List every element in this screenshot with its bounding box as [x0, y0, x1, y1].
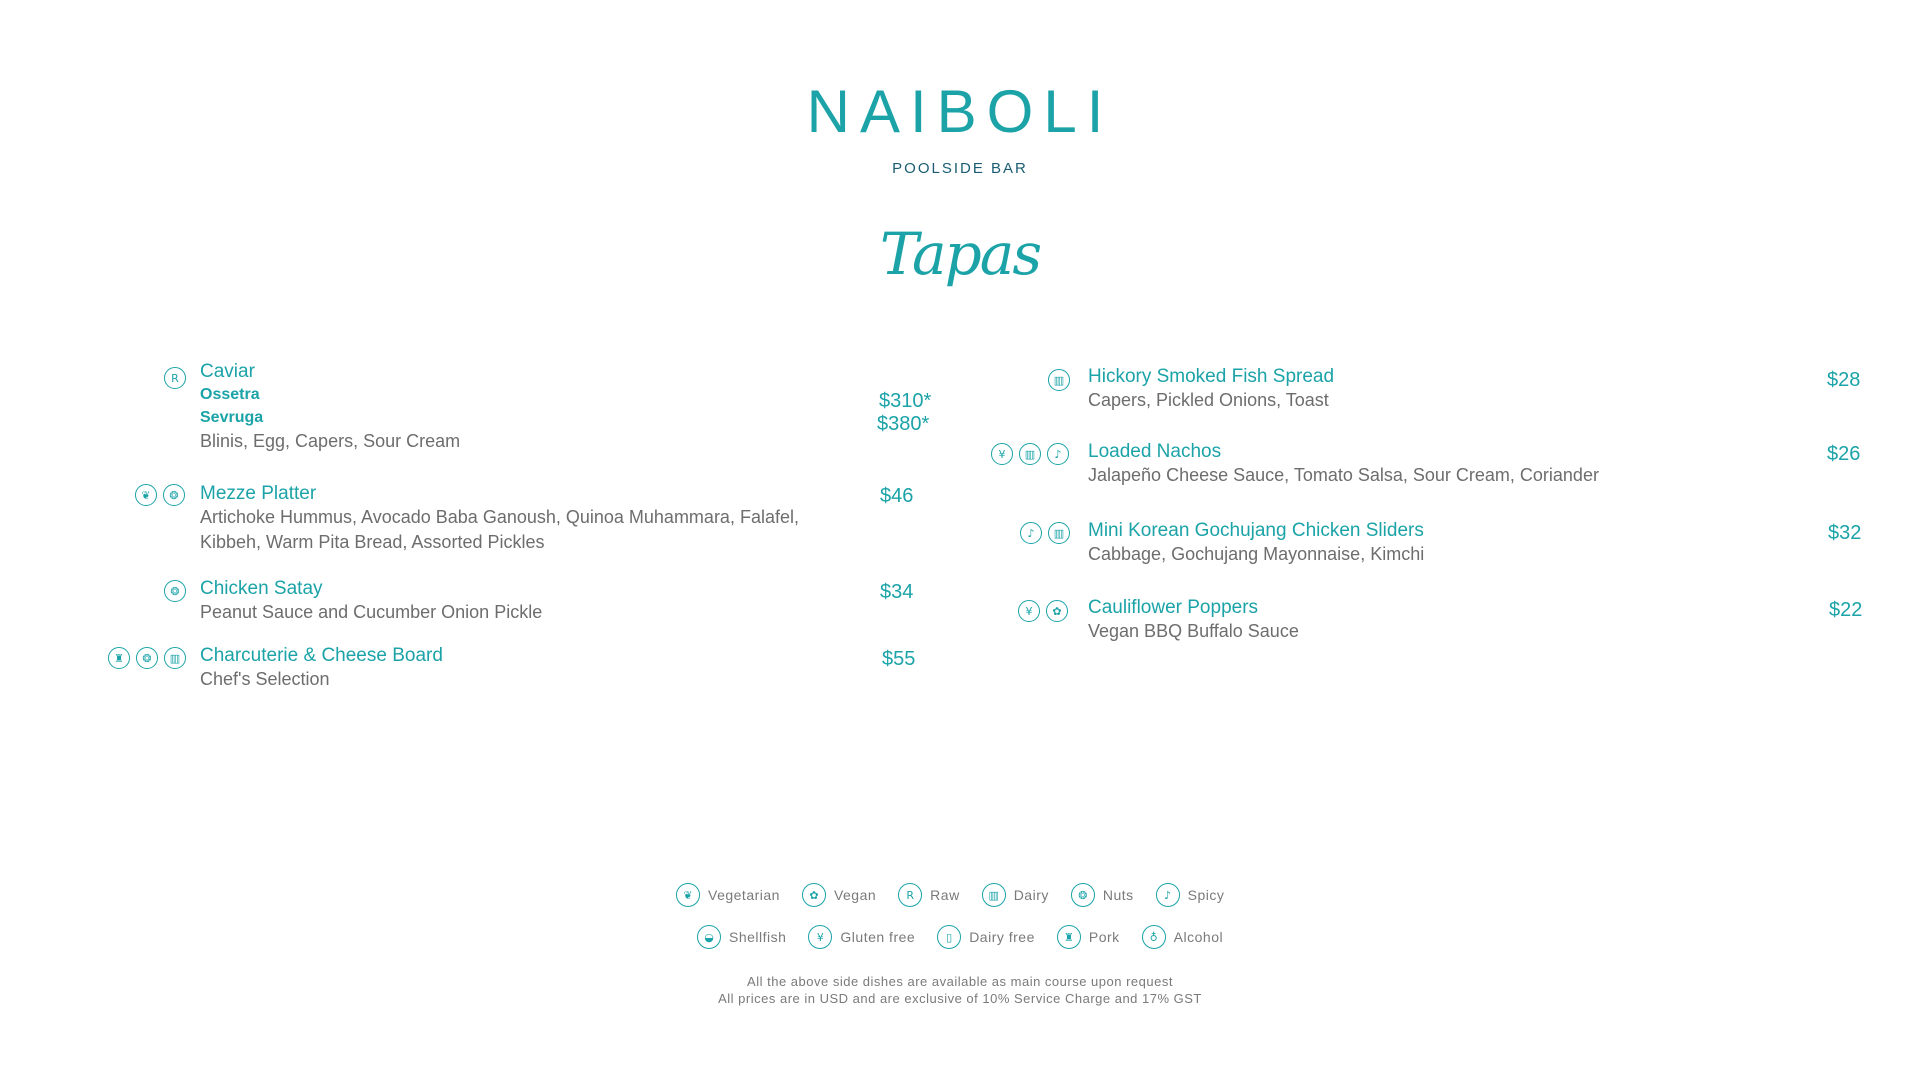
legend-entry: ♁ Alcohol [1142, 925, 1223, 949]
menu-item-price: $26 [1827, 443, 1861, 465]
menu-item-price: $380* [877, 413, 930, 435]
menu-item-icons [164, 367, 186, 389]
menu-item-name: Mini Korean Gochujang Chicken Sliders [1088, 520, 1424, 541]
brand-subtitle: POOLSIDE BAR [892, 160, 1028, 177]
raw-icon: R [164, 367, 186, 389]
note-prices: All prices are in USD and are exclusive of 10% Service Charge and 17% GST [718, 991, 1202, 1006]
menu-item-description: Peanut Sauce and Cucumber Onion Pickle [200, 602, 543, 622]
menu-item-hickory-fish-spread [1088, 366, 1334, 413]
menu-item-name: Caviar [200, 361, 255, 382]
menu-item-caviar [200, 361, 460, 454]
menu-item-variant: Sevruga [200, 409, 264, 426]
legend-entry: ▯ Dairy free [937, 925, 1035, 949]
pork-icon: ♜ [1057, 925, 1081, 949]
dairy-icon: ▥ [982, 883, 1006, 907]
legend-entry: ¥ Gluten free [808, 925, 915, 949]
menu-item-gochujang-sliders [1088, 520, 1424, 567]
menu-item-icons [1020, 522, 1070, 544]
legend-row [676, 883, 1246, 907]
nuts-icon: ❂ [164, 580, 186, 602]
menu-item-description: Vegan BBQ Buffalo Sauce [1088, 621, 1299, 641]
menu-item-description: Chef's Selection [200, 669, 330, 689]
menu-item-icons [1018, 600, 1068, 622]
menu-item-name: Hickory Smoked Fish Spread [1088, 366, 1335, 387]
alcohol-icon: ♁ [1142, 925, 1166, 949]
menu-item-description: Jalapeño Cheese Sauce, Tomato Salsa, Sour Cream, Coriander [1088, 465, 1599, 485]
legend-entry: ♪ Spicy [1156, 883, 1225, 907]
gluten-free-icon: ¥ [991, 443, 1013, 465]
brand-logo: NAIBOLI [806, 78, 1114, 145]
menu-item-mezze-platter [200, 483, 799, 555]
spicy-icon: ♪ [1020, 522, 1042, 544]
menu-item-description: Blinis, Egg, Capers, Sour Cream [200, 431, 461, 451]
note-main-course: All the above side dishes are available as main course upon request [747, 974, 1173, 989]
menu-item-icons [1048, 369, 1070, 391]
legend-entry: ❂ Nuts [1071, 883, 1134, 907]
legend-entry: ✿ Vegan [802, 883, 876, 907]
footer-notes [0, 973, 1920, 1007]
brand-header [0, 80, 1920, 177]
menu-item-description: Cabbage, Gochujang Mayonnaise, Kimchi [1088, 544, 1425, 564]
menu-item-price: $34 [880, 581, 914, 603]
nuts-icon: ❂ [1071, 883, 1095, 907]
dairy-icon: ▥ [1048, 522, 1070, 544]
legend-entry: ❦ Vegetarian [676, 883, 780, 907]
menu-item-description: Kibbeh, Warm Pita Bread, Assorted Pickles [200, 532, 545, 552]
menu-item-description: Capers, Pickled Onions, Toast [1088, 390, 1329, 410]
nuts-icon: ❂ [136, 647, 158, 669]
menu-item-price: $28 [1827, 369, 1861, 391]
menu-item-price: $22 [1829, 599, 1863, 621]
menu-item-name: Chicken Satay [200, 578, 323, 599]
menu-item-name: Loaded Nachos [1088, 441, 1222, 462]
legend-entry: ◒ Shellfish [697, 925, 786, 949]
shellfish-icon: ◒ [697, 925, 721, 949]
menu-item-price: $55 [882, 648, 916, 670]
menu-item-icons [108, 647, 186, 669]
legend-row [697, 925, 1245, 949]
vegetarian-icon: ❦ [676, 883, 700, 907]
menu-item-icons [164, 580, 186, 602]
dairy-icon: ▥ [1019, 443, 1041, 465]
nuts-icon: ❂ [163, 484, 185, 506]
menu-item-name: Charcuterie & Cheese Board [200, 645, 443, 666]
menu-item-price: $46 [880, 485, 914, 507]
section-title: Tapas [879, 220, 1041, 288]
menu-item-chicken-satay [200, 578, 542, 625]
menu-item-name: Mezze Platter [200, 483, 317, 504]
menu-item-description: Artichoke Hummus, Avocado Baba Ganoush, Quinoa Muhammara, Falafel, [200, 507, 799, 527]
dairy-icon: ▥ [1048, 369, 1070, 391]
vegetarian-icon: ❦ [135, 484, 157, 506]
menu-item-price: $310* [879, 390, 932, 412]
gluten-free-icon: ¥ [808, 925, 832, 949]
legend-entry: ♜ Pork [1057, 925, 1120, 949]
menu-item-loaded-nachos [1088, 441, 1599, 488]
menu-item-cauliflower-poppers [1088, 597, 1299, 644]
legend-entry: ▥ Dairy [982, 883, 1049, 907]
raw-icon: R [898, 883, 922, 907]
dairy-icon: ▥ [164, 647, 186, 669]
pork-icon: ♜ [108, 647, 130, 669]
vegan-icon: ✿ [802, 883, 826, 907]
spicy-icon: ♪ [1156, 883, 1180, 907]
dairy-free-icon: ▯ [937, 925, 961, 949]
menu-item-charcuterie [200, 645, 443, 692]
menu-item-variant: Ossetra [200, 386, 260, 403]
vegan-icon: ✿ [1046, 600, 1068, 622]
menu-item-price: $32 [1828, 522, 1862, 544]
gluten-free-icon: ¥ [1018, 600, 1040, 622]
menu-item-icons [135, 484, 185, 506]
legend-entry: R Raw [898, 883, 960, 907]
spicy-icon: ♪ [1047, 443, 1069, 465]
menu-item-icons [991, 443, 1069, 465]
menu-item-name: Cauliflower Poppers [1088, 597, 1259, 618]
